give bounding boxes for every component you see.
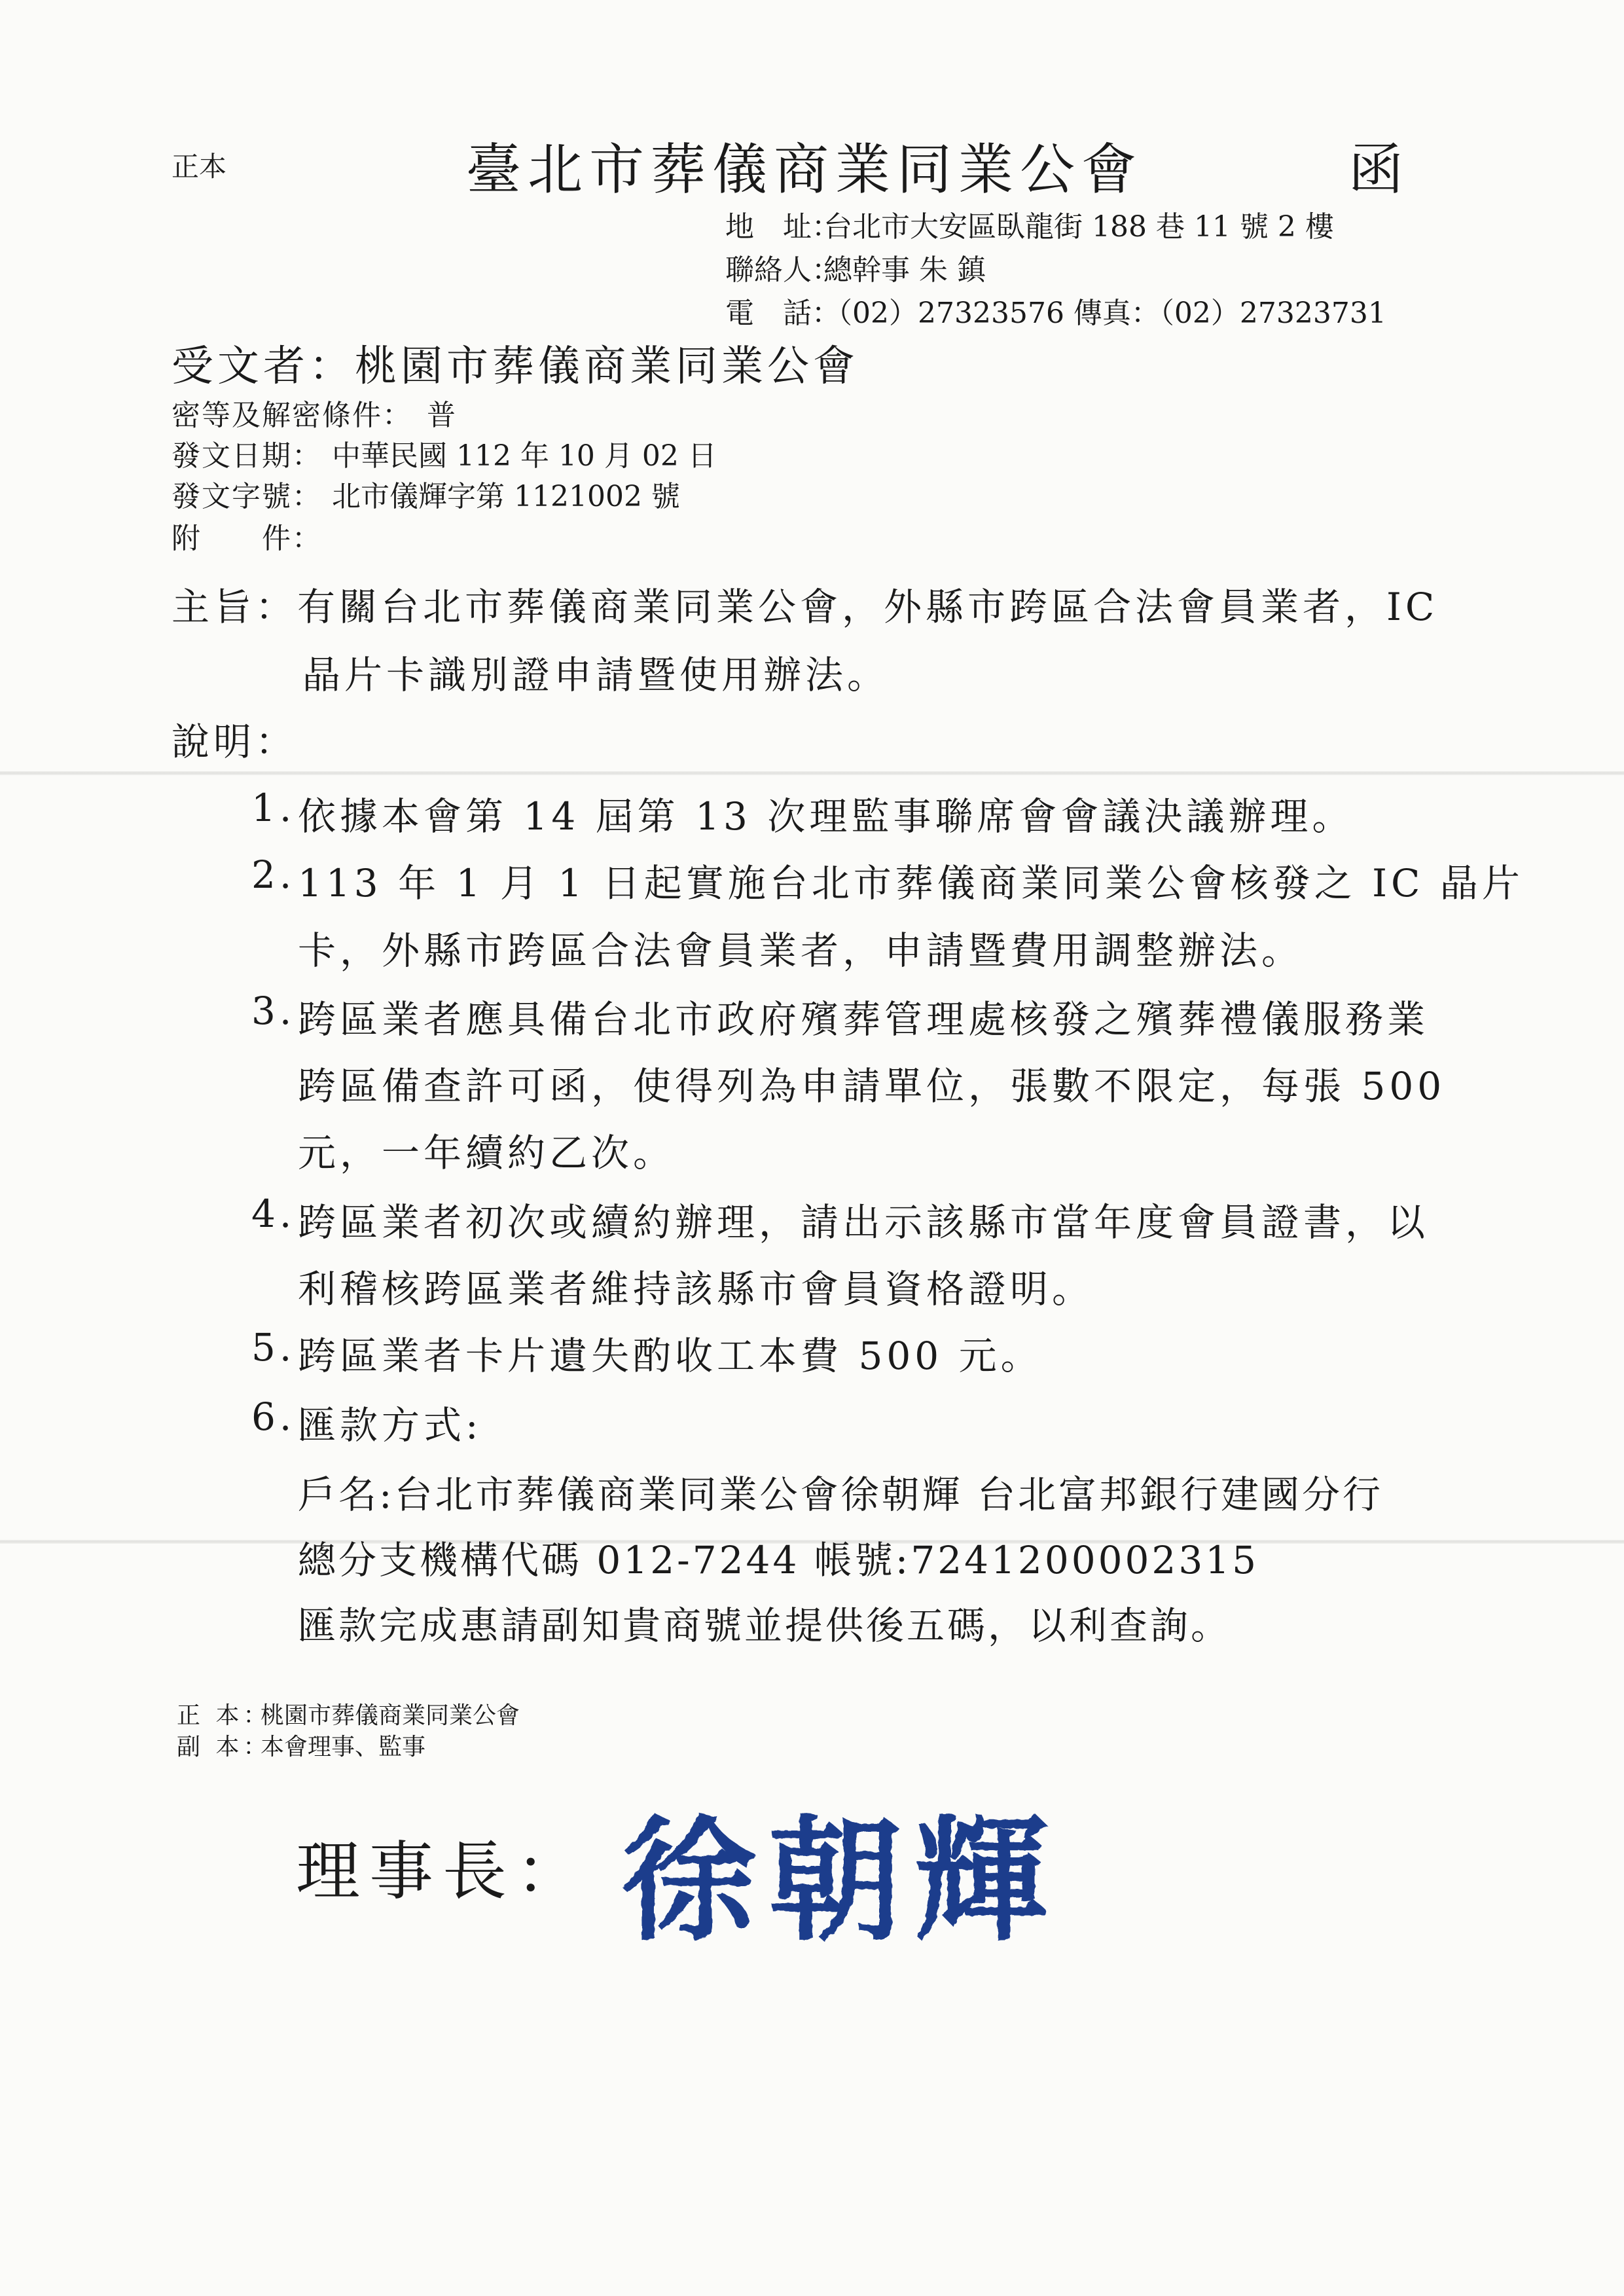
item-text-continued: 利稽核跨區業者維持該縣市會員資格證明。 [298, 1267, 1094, 1311]
subject [171, 576, 1438, 631]
distribution-copy: 副 本：本會理事、監事 [177, 1734, 426, 1760]
contact-phone: 電 話：（02）27323576 傳真：（02）27323731 [725, 297, 1386, 330]
item-text: 跨區業者初次或續約辦理，請出示該縣市當年度會員證書，以 [298, 1200, 1430, 1245]
meta-classification: 密等及解密條件： 普 [171, 399, 456, 432]
doc-type: 函 [1348, 137, 1404, 202]
item-number: 4. [251, 1192, 296, 1236]
recipient: 受文者：桃園市葬儀商業同業公會 [171, 342, 859, 391]
org-title: 臺北市葬儀商業同業公會 [466, 137, 1144, 202]
distribution-original: 正 本：桃園市葬儀商業同業公會 [177, 1702, 520, 1729]
meta-attachment: 附 件： [171, 522, 322, 555]
item-text: 跨區業者應具備台北市政府殯葬管理處核發之殯葬禮儀服務業 [298, 997, 1430, 1042]
stamp-text: 徐朝輝 [622, 1802, 1060, 1959]
contact-person: 聯絡人：總幹事 朱 鎮 [725, 253, 986, 287]
item-number: 5. [251, 1325, 296, 1370]
signature-stamp [609, 1785, 1106, 1968]
item-text: 跨區業者卡片遺失酌收工本費 500 元。 [298, 1334, 1043, 1378]
subject-line-2: 晶片卡識別證申請暨使用辦法。 [302, 653, 890, 697]
item-text: 依據本會第 14 屆第 13 次理監事聯席會會議決議辦理。 [298, 794, 1354, 839]
fold-line [0, 771, 1624, 775]
item-text-continued: 跨區備查許可函，使得列為申請單位，張數不限定，每張 500 [298, 1064, 1446, 1108]
meta-doc-number: 發文字號： 北市儀輝字第 1121002 號 [171, 480, 680, 513]
item-number: 1. [251, 786, 296, 830]
meta-date: 發文日期： 中華民國 112 年 10 月 02 日 [171, 439, 717, 473]
item-text: 113 年 1 月 1 日起實施台北市葬儀商業同業公會核發之 IC 晶片 [298, 861, 1524, 905]
item-text: 匯款方式: [298, 1403, 482, 1448]
item-number: 2. [251, 852, 296, 897]
copy-mark: 正本 [171, 151, 227, 183]
contact-address: 地 址：台北市大安區臥龍街 188 巷 11 號 2 樓 [725, 210, 1334, 244]
description-label: 說明： [171, 720, 298, 764]
payment-account-name: 戶名:台北市葬儀商業同業公會徐朝輝 台北富邦銀行建國分行 [298, 1472, 1383, 1517]
payment-account-number: 總分支機構代碼 012-7244 帳號:7241200002315 [298, 1538, 1259, 1582]
subject-label: 主旨： [171, 585, 298, 629]
item-number: 6. [251, 1394, 296, 1439]
signature-title: 理事長： [296, 1834, 590, 1909]
item-text-continued: 元，一年續約乙次。 [298, 1131, 676, 1175]
subject-line-1: 有關台北市葬儀商業同業公會，外縣市跨區合法會員業者，IC [297, 585, 1439, 629]
payment-note: 匯款完成惠請副知貴商號並提供後五碼，以利查詢。 [298, 1603, 1232, 1648]
item-number: 3. [251, 989, 296, 1033]
item-text-continued: 卡，外縣市跨區合法會員業者，申請暨費用調整辦法。 [298, 928, 1304, 973]
